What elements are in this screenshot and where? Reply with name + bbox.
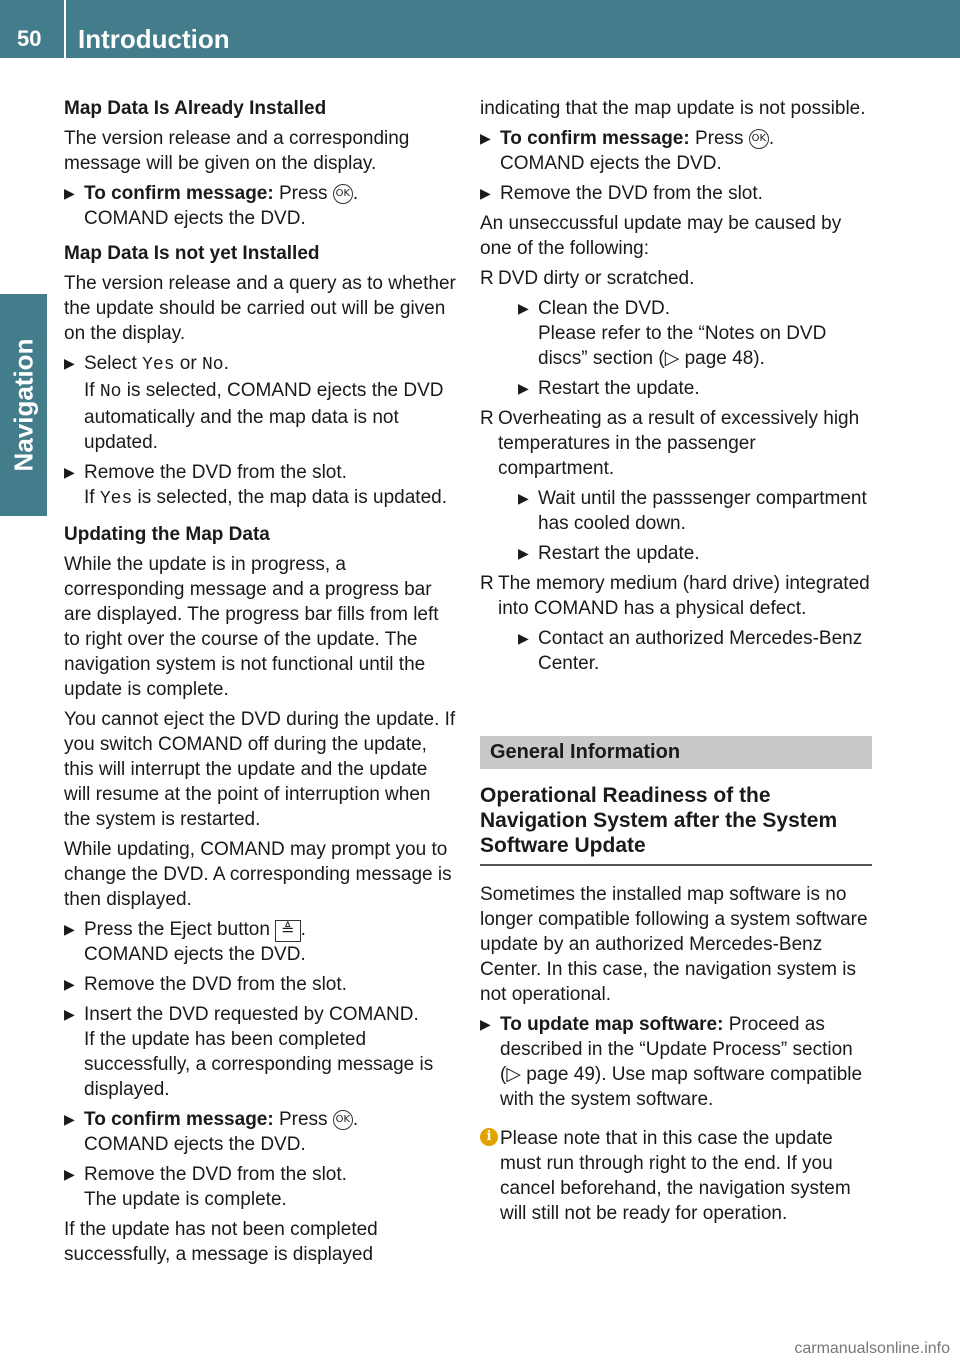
ok-button-icon: OK xyxy=(749,129,769,149)
heading-updating: Updating the Map Data xyxy=(64,524,270,545)
heading-notyet: Map Data Is not yet Installed xyxy=(64,243,320,264)
arrow-icon: ▶ xyxy=(64,921,75,937)
arrow-icon: ▶ xyxy=(480,130,491,146)
heading-readiness: Operational Readiness of the Navigation System after the System Software Update xyxy=(480,783,872,866)
arrow-icon: ▶ xyxy=(518,630,529,646)
step-select: ▶ Select Yes or No. If No is selected, COMAND ejects the DVD automatically and the map data is not updated. xyxy=(64,353,444,453)
arrow-icon: ▶ xyxy=(518,545,529,561)
cause-1-step-2: ▶ Restart the update. xyxy=(518,378,700,399)
side-tab-label: Navigation xyxy=(8,338,39,472)
arrow-icon: ▶ xyxy=(480,1016,491,1032)
cause-3-step-1: ▶ Contact an authorized Mercedes-Benz Center. xyxy=(518,628,863,674)
info-icon: i xyxy=(480,1128,498,1146)
step-update-map: ▶ To update map software: Proceed as described in the “Update Process” section (▷ page 49). Use map software compatible with the system software. xyxy=(480,1014,863,1110)
text-readiness: Sometimes the installed map software is no longer compatible following a system software update by an authorized Mercedes-Benz Center. In this case, the navigation system is not operational. xyxy=(480,884,868,1005)
arrow-icon: ▶ xyxy=(64,355,75,371)
text-updating-2: You cannot eject the DVD during the update. If you switch COMAND off during the update, this will interrupt the update and the update will resume at the point of interruption when the system is restarted. xyxy=(64,709,456,830)
arrow-icon: ▶ xyxy=(64,1111,75,1127)
text-updating-3: While updating, COMAND may prompt you to change the DVD. A corresponding message is then displayed. xyxy=(64,839,452,910)
arrow-icon: ▶ xyxy=(64,1166,75,1182)
eject-icon: ≜ xyxy=(275,920,300,942)
cause-1-step-1: ▶ Clean the DVD. Please refer to the “Notes on DVD discs” section (▷ page 48). xyxy=(518,298,827,369)
arrow-icon: ▶ xyxy=(480,185,491,201)
right-column xyxy=(480,96,872,1226)
bullet-icon: R xyxy=(480,268,494,289)
arrow-icon: ▶ xyxy=(64,464,75,480)
text-causes-intro: An unseccussful update may be caused by one of the following: xyxy=(480,213,842,259)
step-remove-1: ▶ Remove the DVD from the slot. If Yes is selected, the map data is updated. xyxy=(64,462,448,509)
text-not-completed: If the update has not been completed successfully, a message is displayed xyxy=(64,1219,378,1265)
arrow-icon: ▶ xyxy=(64,185,75,201)
header-right-block xyxy=(890,0,960,58)
step-remove-2: ▶ Remove the DVD from the slot. xyxy=(64,974,347,995)
footer-url: carmanualsonline.info xyxy=(794,1340,950,1357)
cause-1: R DVD dirty or scratched. xyxy=(480,268,695,289)
page-number: 50 xyxy=(17,26,42,51)
side-tab-label-wrap xyxy=(0,294,47,516)
ok-button-icon: OK xyxy=(333,1110,353,1130)
text-installed: The version release and a corresponding message will be given on the display. xyxy=(64,128,410,174)
arrow-icon: ▶ xyxy=(64,1006,75,1022)
step-insert: ▶ Insert the DVD requested by COMAND. If the update has been completed successfully, a corresponding message is displayed. xyxy=(64,1004,434,1100)
arrow-icon: ▶ xyxy=(518,490,529,506)
info-note: i Please note that in this case the update must run through right to the end. If you cancel beforehand, the navigation system will still not be ready for operation. xyxy=(480,1126,872,1226)
arrow-icon: ▶ xyxy=(64,976,75,992)
text-updating-1: While the update is in progress, a corresponding message and a progress bar are displayed. The progress bar fills from left to right over the course of the update. The navigation system is not functional until the update is complete. xyxy=(64,554,439,700)
cause-2-step-1: ▶ Wait until the passsenger compartment has cooled down. xyxy=(518,488,867,534)
section-general-information: General Information xyxy=(480,736,872,769)
cause-2: R Overheating as a result of excessively high temperatures in the passenger compartment. xyxy=(480,408,860,479)
cause-3: R The memory medium (hard drive) integrated into COMAND has a physical defect. xyxy=(480,573,870,619)
page-title: Introduction xyxy=(78,24,230,54)
heading-installed: Map Data Is Already Installed xyxy=(64,98,327,119)
text-continuation: indicating that the map update is not possible. xyxy=(480,98,866,119)
step-eject: ▶ Press the Eject button ≜ . COMAND ejects the DVD. xyxy=(64,919,306,965)
bullet-icon: R xyxy=(480,408,494,429)
header-divider xyxy=(64,0,66,58)
step-remove-4: ▶ Remove the DVD from the slot. xyxy=(480,183,763,204)
arrow-icon: ▶ xyxy=(518,380,529,396)
step-remove-3: ▶ Remove the DVD from the slot. The update is complete. xyxy=(64,1164,347,1210)
side-band xyxy=(0,58,47,294)
ok-button-icon: OK xyxy=(333,184,353,204)
bullet-icon: R xyxy=(480,573,494,594)
step-confirm-2: ▶ To confirm message: Press OK . COMAND ejects the DVD. xyxy=(64,1109,359,1155)
text-notyet: The version release and a query as to whether the update should be carried out will be given on the display. xyxy=(64,273,456,344)
step-confirm-1: ▶ To confirm message: Press OK . COMAND ejects the DVD. xyxy=(64,183,359,229)
left-column xyxy=(64,96,456,1272)
cause-2-step-2: ▶ Restart the update. xyxy=(518,543,700,564)
arrow-icon: ▶ xyxy=(518,300,529,316)
step-confirm-3: ▶ To confirm message: Press OK . COMAND ejects the DVD. xyxy=(480,128,775,174)
